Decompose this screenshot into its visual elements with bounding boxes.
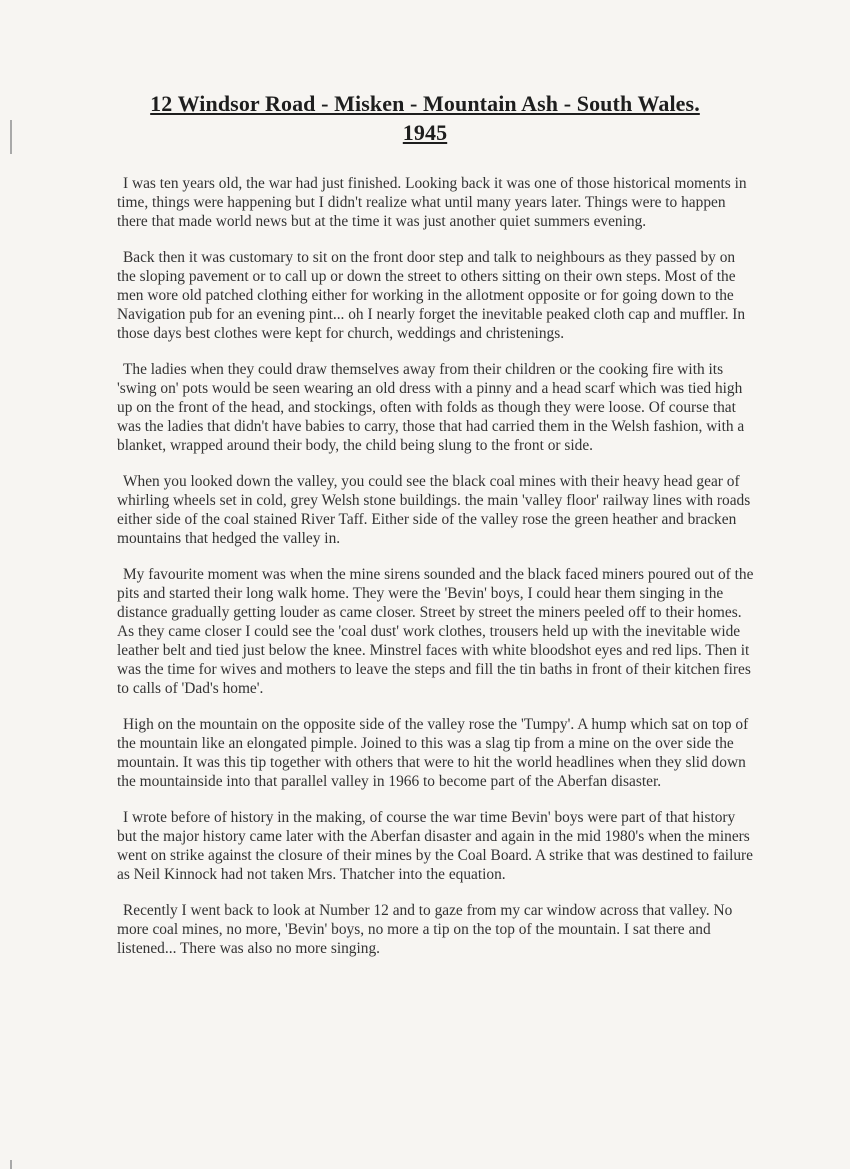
document-title <box>0 89 850 147</box>
scan-edge-mark <box>10 1160 12 1169</box>
paragraph: Back then it was customary to sit on the front door step and talk to neighbours as they passed by on the sloping pavement or to call up or down the street to others sitting on their own steps. Most of the men wore old patched clothing either for working in the allotment opposite or for going down to the Navigation pub for an evening pint... oh I nearly forget the inevitable peaked cloth cap and muffler. In those days best clothes were kept for church, weddings and christenings. <box>117 249 746 342</box>
title-year: 1945 <box>402 120 448 145</box>
paragraph: High on the mountain on the opposite side of the valley rose the 'Tumpy'. A hump which sat on top of the mountain like an elongated pimple. Joined to this was a slag tip from a mine on the over side the mountain. It was this tip together with others that were to hit the world headlines when they slid down the mountainside into that parallel valley in 1966 to become part of the Aberfan disaster. <box>117 716 749 790</box>
paragraph: When you looked down the valley, you could see the black coal mines with their heavy head gear of whirling wheels set in cold, grey Welsh stone buildings. the main 'valley floor' railway lines with roads either side of the coal stained River Taff. Either side of the valley rose the green heather and bracken mountains that hedged the valley in. <box>117 473 751 547</box>
paragraph: Recently I went back to look at Number 12 and to gaze from my car window across that valley. No more coal mines, no more, 'Bevin' boys, no more a tip on the top of the mountain. I sat there and listened... There was also no more singing. <box>117 902 733 957</box>
document-body <box>117 174 757 975</box>
paragraph: My favourite moment was when the mine sirens sounded and the black faced miners poured out of the pits and started their long walk home. They were the 'Bevin' boys, I could hear them singing in the distance gradually getting louder as came closer. Street by street the miners peeled off to their homes. As they came closer I could see the 'coal dust' work clothes, trousers held up with the inevitable wide leather belt and tied just below the knee. Minstrel faces with white bloodshot eyes and red lips. Then it was the time for wives and mothers to leave the steps and fill the tin baths in front of their kitchen fires to calls of 'Dad's home'. <box>117 566 754 697</box>
paragraph: The ladies when they could draw themselves away from their children or the cooking fire with its 'swing on' pots would be seen wearing an old dress with a pinny and a head scarf which was tied high up on the front of the head, and stockings, often with folds as though they were loose. Of course that was the ladies that didn't have babies to carry, those that had carried them in the Welsh fashion, with a blanket, wrapped around their body, the child being slung to the front or side. <box>117 361 745 454</box>
paragraph: I was ten years old, the war had just finished. Looking back it was one of those historical moments in time, things were happening but I didn't realize what until many years later. Things were to happen there that made world news but at the time it was just another quiet summers evening. <box>117 175 747 230</box>
paragraph: I wrote before of history in the making, of course the war time Bevin' boys were part of that history but the major history came later with the Aberfan disaster and again in the mid 1980's when the miners went on strike against the closure of their mines by the Coal Board. A strike that was destined to failure as Neil Kinnock had not taken Mrs. Thatcher into the equation. <box>117 809 753 883</box>
title-line: 12 Windsor Road - Misken - Mountain Ash - South Wales. <box>150 91 700 116</box>
